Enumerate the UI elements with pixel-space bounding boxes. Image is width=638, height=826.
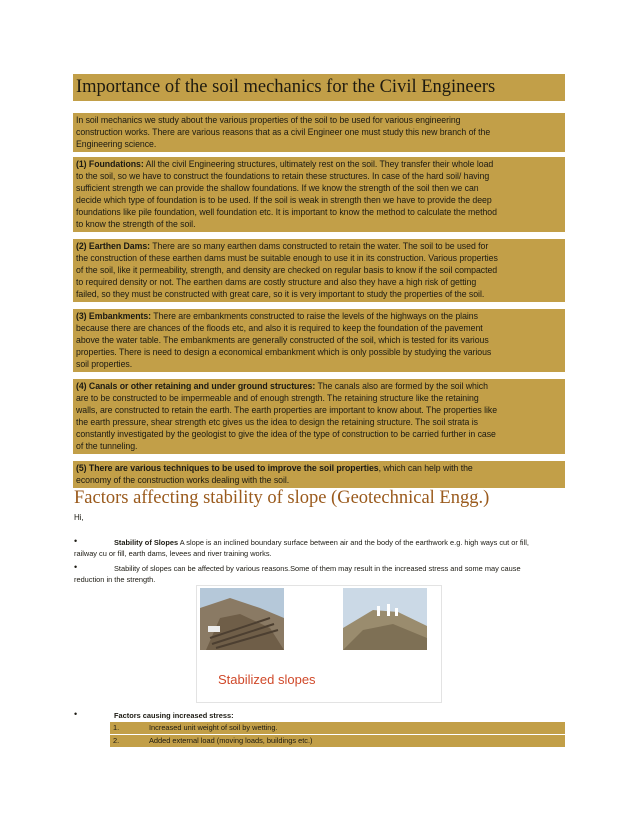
section-text: failed, so they must be constructed with great care, so it is very important to study the properties of the soil. xyxy=(76,289,485,299)
intro-paragraph xyxy=(73,113,565,152)
factor-row xyxy=(110,722,565,734)
stabilized-slopes-figure xyxy=(196,585,442,703)
section-heading: (3) Embankments: xyxy=(76,311,152,321)
bullet-marker: • xyxy=(74,536,78,546)
section-text: The canals also are formed by the soil which xyxy=(315,381,488,391)
section-text: constantly investigated by the geologist to give the idea of the type of construction to be carried further in case xyxy=(76,429,496,439)
canals-paragraph xyxy=(73,379,565,454)
section-text: properties. There is need to design a economical embankment which is only possible by studying the various xyxy=(76,347,492,357)
bullet-heading: Factors causing increased stress: xyxy=(114,711,234,720)
section-text: There are embankments constructed to raise the levels of the highways on the plains xyxy=(151,311,478,321)
bullet-line: A slope is an inclined boundary surface between air and the body of the earthwork e.g. high ways cut or fill, xyxy=(178,538,529,547)
section-text: foundations like pile foundation, well foundation etc. It is important to know the method to calculate the method xyxy=(76,207,497,217)
foundations-paragraph xyxy=(73,157,565,232)
factor-row xyxy=(110,735,565,747)
intro-line: construction works. There are various reasons that as a civil Engineer one must study this new branch of the xyxy=(76,127,491,137)
bullet-line: Stability of slopes can be affected by various reasons.Some of them may result in the increased stress and some may cause xyxy=(114,564,521,573)
section-text: because there are chances of the floods etc, and also it is required to keep the foundation of the pavement xyxy=(76,323,483,333)
factor-number: 1. xyxy=(113,723,120,732)
page-title: Importance of the soil mechanics for the Civil Engineers xyxy=(76,77,496,97)
title-band xyxy=(73,74,565,101)
bullet-marker: • xyxy=(74,709,78,719)
intro-line: Engineering science. xyxy=(76,139,157,149)
factor-text: Added external load (moving loads, buildings etc.) xyxy=(149,736,313,745)
figure-caption: Stabilized slopes xyxy=(218,672,316,687)
section-text: soil properties. xyxy=(76,359,133,369)
section-text: above the water table. The embankments are generally constructed of the soil, which is tested for its various xyxy=(76,335,489,345)
greeting-text: Hi, xyxy=(74,513,84,522)
section-text: the construction of these earthen dams must be suitable enough to use it in its construction. Various properties xyxy=(76,253,498,263)
section-text: All the civil Engineering structures, ultimately rest on the soil. They transfer their whole load xyxy=(143,159,494,169)
bullet-line: railway cu or fill, earth dams, levees and river training works. xyxy=(74,549,272,558)
bullet-marker: • xyxy=(74,562,78,572)
slope-photo-left xyxy=(200,588,284,650)
slope-stability-heading: Factors affecting stability of slope (Geotechnical Engg.) xyxy=(74,488,490,508)
section-text: walls, are constructed to retain the earth. The earth properties are important to know about. The properties like xyxy=(76,405,498,415)
section-heading: (1) Foundations: xyxy=(76,159,144,169)
section-text: , which can help with the xyxy=(378,463,473,473)
section-text: the earth pressure, shear strength etc gives us the idea to design the retaining structure. The soil strata is xyxy=(76,417,478,427)
bullet-heading: Stability of Slopes xyxy=(114,538,179,547)
techniques-paragraph xyxy=(73,461,565,488)
section-text: There are so many earthen dams constructed to retain the water. The soil to be used for xyxy=(150,241,489,251)
section-text: decide which type of foundation is to be used. If the soil is weak in strength then we have to provide the deep xyxy=(76,195,492,205)
section-text: to know the strength of the soil. xyxy=(76,219,196,229)
section-heading: (4) Canals or other retaining and under ground structures: xyxy=(76,381,316,391)
slope-photo-right xyxy=(343,588,427,650)
section-heading: (5) There are various techniques to be used to improve the soil properties xyxy=(76,463,379,473)
section-text: sufficient strength we can provide the shallow foundations. If we know the strength of the soil then we can xyxy=(76,183,479,193)
section-heading: (2) Earthen Dams: xyxy=(76,241,151,251)
embankments-paragraph xyxy=(73,309,565,372)
section-text: to the soil, so we have to construct the foundations to retain these structures. In case of the hard soil/ having xyxy=(76,171,490,181)
factor-text: Increased unit weight of soil by wetting. xyxy=(149,723,278,732)
earthen-dams-paragraph xyxy=(73,239,565,302)
intro-line: In soil mechanics we study about the various properties of the soil to be used for various engineering xyxy=(76,115,461,125)
factor-number: 2. xyxy=(113,736,120,745)
section-text: are to be constructed to be impermeable and of enough strength. The retaining structure like the retaining xyxy=(76,393,479,403)
section-text: of the tunneling. xyxy=(76,441,138,451)
section-text: of the soil, like it permeability, strength, and density are checked on regular basis to know if the soil compacted xyxy=(76,265,498,275)
bullet-line: reduction in the strength. xyxy=(74,575,156,584)
section-text: to required density or not. The earthen dams are costly structure and also they have a high risk of getting xyxy=(76,277,477,287)
bullet-text xyxy=(114,538,529,548)
section-text: economy of the construction works dealing with the soil. xyxy=(76,475,290,485)
